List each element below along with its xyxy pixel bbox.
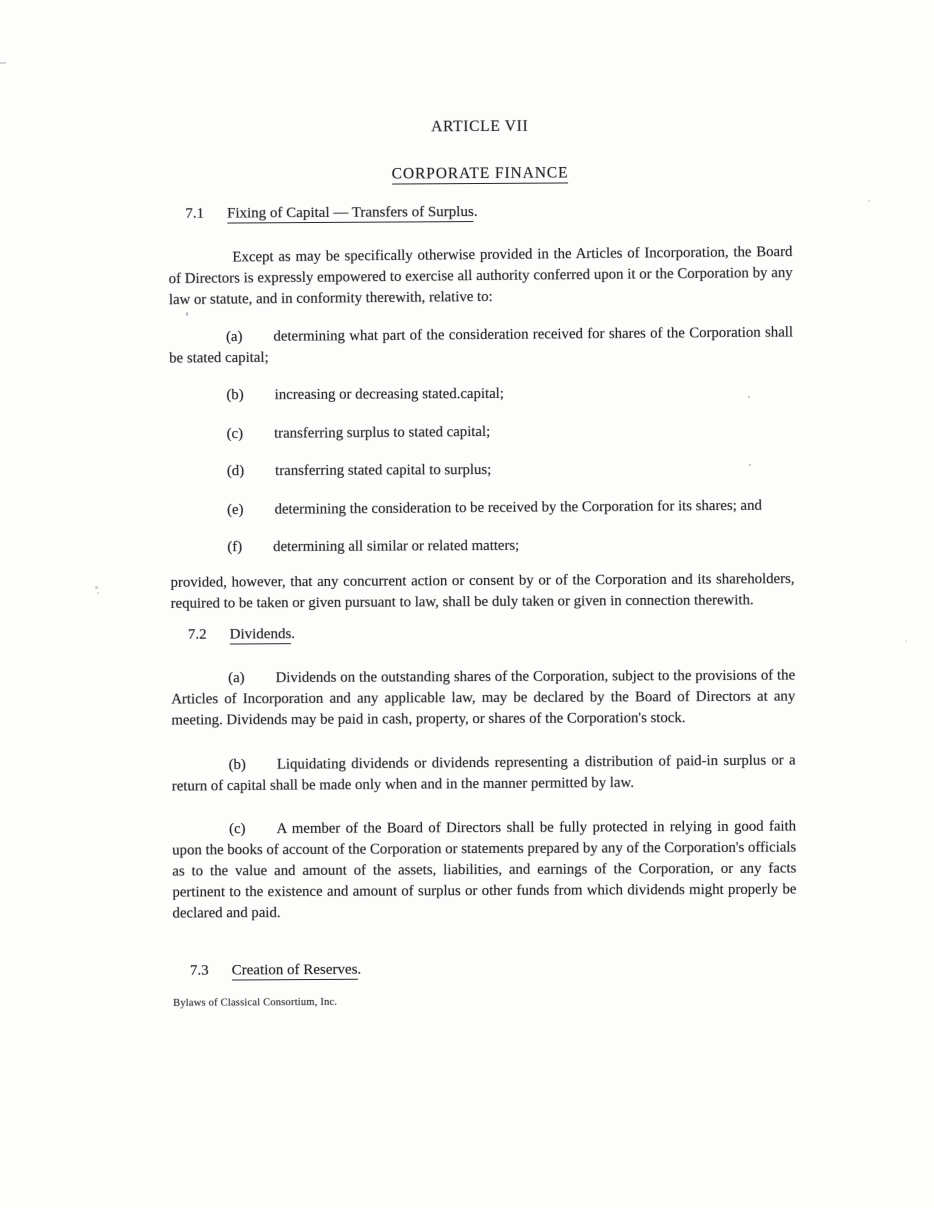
section-number: 7.1 [185,205,205,222]
item-text: Liquidating dividends or dividends representing a distribution of paid-in surplus or a return of capital shall be made only when and in the manner permitted by law. [171,752,796,795]
item-text: A member of the Board of Directors shall be fully protected in relying in good faith upon the books of account of the Corporation or statements prepared by any of the Corporation's officials as to the value and amount of the assets, liabilities, and earnings of the Corporation, or any facts pertinent to the existence and amount of surplus or other funds from which dividends might properly be declared and paid. [172,818,797,922]
lettered-item [171,666,795,732]
section-heading-suffix: . [473,204,478,221]
sections [168,200,797,982]
document-content [167,0,797,1014]
section [168,200,794,615]
item-label: (c) [226,425,244,443]
lettered-item [170,535,794,559]
section [171,621,797,925]
lettered-item [172,750,796,797]
scan-speckle [97,592,99,594]
scan-speckle [868,200,870,202]
item-label: (a) [228,670,245,687]
item-label: (a) [225,328,243,346]
section-heading-suffix: . [357,961,362,978]
section-heading-text: Fixing of Capital — Transfers of Surplus [227,204,474,222]
lettered-item [170,495,794,521]
section-heading-text: Dividends [229,626,292,643]
item-label: (b) [226,387,244,404]
section-heading [171,621,795,646]
item-label: (f) [227,539,243,556]
scan-speckle [95,586,98,589]
section-number: 7.3 [189,962,209,979]
scan-speckle [738,846,740,848]
article-subtitle [168,161,792,186]
section-heading-text: Creation of Reserves [231,961,358,979]
item-text: determining what part of the consideration received for shares of the Corporation shall be stated capital; [169,324,794,367]
scan-speckle [748,396,750,398]
scan-speckle [905,640,907,642]
section-heading [168,200,792,225]
section-heading-suffix: . [291,626,296,643]
document-footer: Bylaws of Classical Consortium, Inc. [173,996,338,1009]
lettered-item [170,459,794,483]
item-text: determining all similar or related matters; [273,537,520,555]
item-label: (e) [227,501,244,519]
scan-speckle [749,464,751,466]
section-outro-paragraph: provided, however, that any concurrent action or consent by or of the Corporation and its shareholders, required to be taken or given pursuant to law, shall be duly taken or given in connection therewith. [170,571,795,612]
item-text: transferring surplus to stated capital; [274,423,491,442]
article-title: ARTICLE VII [431,117,529,136]
article-subtitle-text: CORPORATE FINANCE [391,164,569,183]
item-text: increasing or decreasing stated.capital; [274,385,504,403]
scan-speckle [0,62,6,64]
lettered-item [169,383,793,407]
section-intro-paragraph: Except as may be specifically otherwise provided in the Articles of Incorporation, the Board of Directors is expressly empowered to exercise all authority conferred upon it or the Corporation by any law or statute, and in conformity therewith, relative to: [168,243,793,309]
section-heading [173,957,797,982]
item-text: Dividends on the outstanding shares of the Corporation, subject to the provisions of the Articles of Incorporation and any applicable law, may be declared by the Board of Directors at any meeting. Dividends may be paid in cash, property, or shares of the Corporation's stock. [171,667,796,729]
section-number: 7.2 [187,626,207,643]
item-label: (b) [228,756,246,774]
item-label: (d) [226,463,245,480]
section [173,957,797,982]
scan-speckle [186,312,188,316]
item-text: determining the consideration to be received by the Corporation for its shares; and [274,497,762,518]
item-label: (c) [229,821,246,838]
lettered-item [172,817,796,925]
item-text: transferring stated capital to surplus; [275,461,492,479]
lettered-item [170,419,794,445]
lettered-item [169,322,793,369]
